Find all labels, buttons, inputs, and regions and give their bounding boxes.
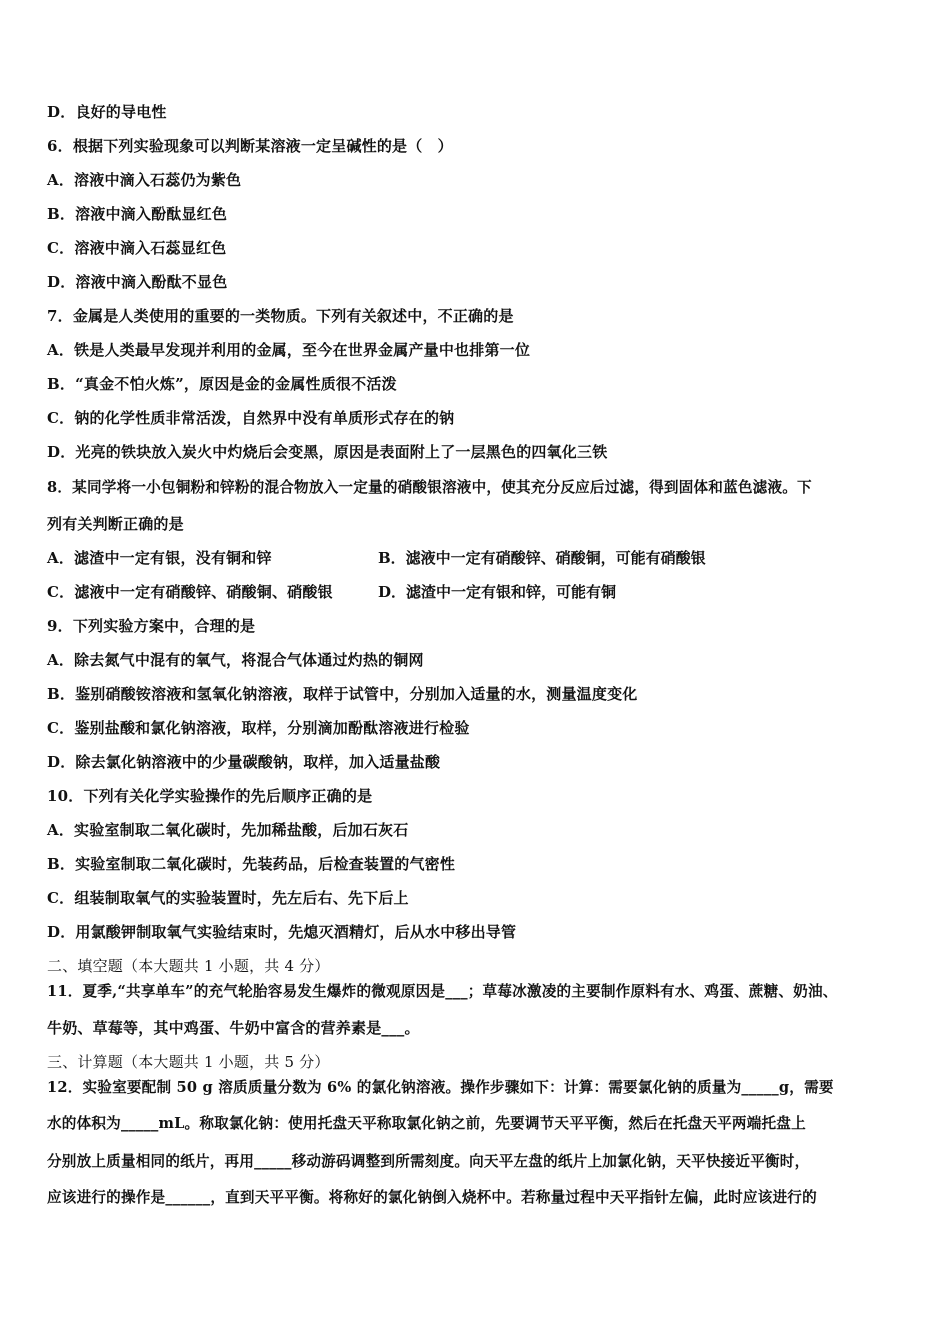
question-7-stem: 7．金属是人类使用的重要的一类物质。下列有关叙述中，不正确的是	[47, 307, 514, 325]
q10-option-b: B．实验室制取二氧化碳时，先装药品，后检查装置的气密性	[47, 855, 456, 873]
q10-option-a: A．实验室制取二氧化碳时，先加稀盐酸，后加石灰石	[47, 821, 409, 839]
question-10-stem: 10．下列有关化学实验操作的先后顺序正确的是	[47, 787, 373, 805]
q7-option-a: A．铁是人类最早发现并利用的金属，至今在世界金属产量中也排第一位	[47, 341, 531, 359]
question-6-stem: 6．根据下列实验现象可以判断某溶液一定呈碱性的是（ ）	[47, 137, 453, 155]
question-9-stem: 9．下列实验方案中，合理的是	[47, 617, 256, 635]
section-calculation-heading: 三、计算题（本大题共 1 小题，共 5 分）	[47, 1053, 330, 1071]
q7-option-b: B．“真金不怕火炼”，原因是金的金属性质很不活泼	[47, 375, 397, 393]
q6-option-b: B．溶液中滴入酚酞显红色	[47, 205, 228, 223]
question-8-stem-cont: 列有关判断正确的是	[47, 515, 184, 533]
q7-option-d: D．光亮的铁块放入炭火中灼烧后会变黑，原因是表面附上了一层黑色的四氧化三铁	[47, 443, 608, 461]
question-8-stem: 8．某同学将一小包铜粉和锌粉的混合物放入一定量的硝酸银溶液中，使其充分反应后过滤，得到固体和蓝色滤液。下	[47, 479, 812, 496]
q9-option-a: A．除去氮气中混有的氧气，将混合气体通过灼热的铜网	[47, 651, 424, 669]
q6-option-a: A．溶液中滴入石蕊仍为紫色	[47, 171, 242, 189]
q10-option-c: C．组装制取氧气的实验装置时，先左后右、先下后上	[47, 889, 409, 907]
section-fill-in-heading: 二、填空题（本大题共 1 小题，共 4 分）	[47, 957, 330, 975]
question-12-line-2: 水的体积为_____mL。称取氯化钠：使用托盘天平称取氯化钠之前，先要调节天平平衡，然后在托盘天平两端托盘上	[47, 1115, 806, 1132]
q7-option-c: C．钠的化学性质非常活泼，自然界中没有单质形式存在的钠	[47, 409, 455, 427]
q9-option-d: D．除去氯化钠溶液中的少量碳酸钠，取样，加入适量盐酸	[47, 753, 441, 771]
question-12-line-3: 分别放上质量相同的纸片，再用_____移动游码调整到所需刻度。向天平左盘的纸片上加氯化钠，天平快接近平衡时，	[47, 1153, 810, 1170]
q5-option-d: D．良好的导电性	[47, 103, 167, 121]
q10-option-d: D．用氯酸钾制取氧气实验结束时，先熄灭酒精灯，后从水中移出导管	[47, 923, 517, 941]
q8-option-b: B．滤液中一定有硝酸锌、硝酸铜，可能有硝酸银	[378, 549, 706, 567]
q8-option-c: C．滤液中一定有硝酸锌、硝酸铜、硝酸银	[47, 583, 333, 601]
q6-option-c: C．溶液中滴入石蕊显红色	[47, 239, 227, 257]
question-11-stem: 11．夏季,“共享单车”的充气轮胎容易发生爆炸的微观原因是___；草莓冰激凌的主要制作原料有水、鸡蛋、蔗糖、奶油、	[47, 983, 838, 1000]
q9-option-b: B．鉴别硝酸铵溶液和氢氧化钠溶液，取样于试管中，分别加入适量的水，测量温度变化	[47, 685, 638, 703]
question-11-stem-cont: 牛奶、草莓等，其中鸡蛋、牛奶中富含的营养素是___。	[47, 1019, 420, 1037]
q8-option-d: D．滤渣中一定有银和锌，可能有铜	[378, 583, 617, 601]
question-12-line-4: 应该进行的操作是______，直到天平平衡。将称好的氯化钠倒入烧杯中。若称量过程中天平指针左偏，此时应该进行的	[47, 1189, 817, 1206]
q9-option-c: C．鉴别盐酸和氯化钠溶液，取样，分别滴加酚酞溶液进行检验	[47, 719, 470, 737]
question-12-stem: 12．实验室要配制 50 g 溶质质量分数为 6% 的氯化钠溶液。操作步骤如下：计算：需要氯化钠的质量为_____g，需要	[47, 1079, 834, 1096]
q6-option-d: D．溶液中滴入酚酞不显色	[47, 273, 228, 291]
q8-option-a: A．滤渣中一定有银，没有铜和锌	[47, 549, 272, 567]
